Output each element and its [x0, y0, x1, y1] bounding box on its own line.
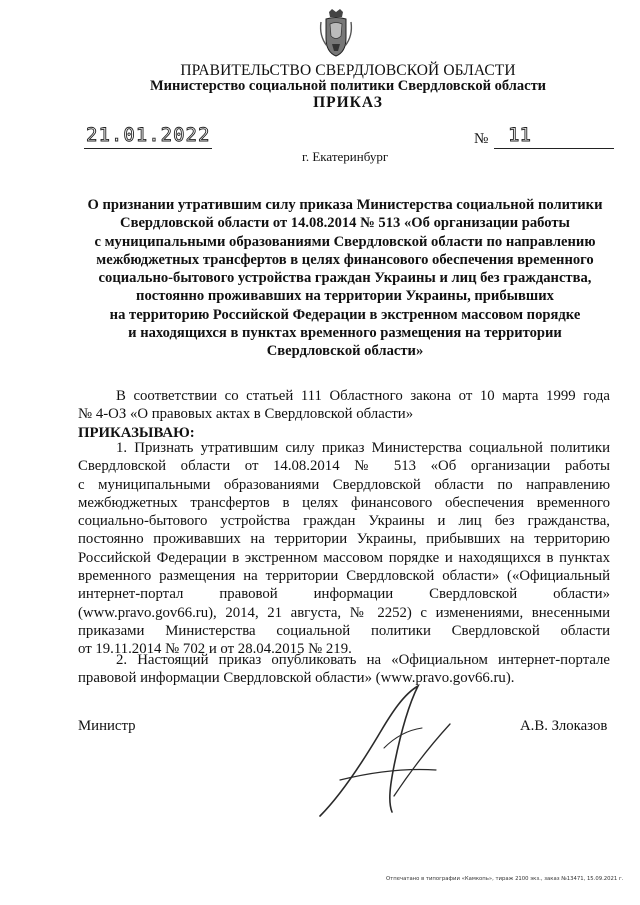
- clause-line: с муниципальными образованиями Свердловской области по направлению: [78, 476, 610, 493]
- clause-line: 1. Признать утратившим силу приказ Министерства социальной политики: [116, 440, 610, 456]
- clause-line: интернет-портал правовой информации Свердловской области»: [78, 586, 610, 603]
- title-line: и находящихся в пунктах временного размещения на территории: [128, 325, 562, 342]
- ministry-name: Министерство социальной политики Свердловской области: [149, 78, 547, 94]
- signer-name: А.В. Злоказов: [520, 718, 608, 734]
- clause-line: постоянно проживавших на территории Украины, прибывших на территорию: [78, 531, 610, 548]
- document-type: ПРИКАЗ: [313, 94, 383, 111]
- clause-line: межбюджетных трансфертов в целях финансового обеспечения временного: [78, 494, 610, 511]
- clause-line: приказами Министерства социальной политики Свердловской области: [78, 622, 610, 639]
- order-date-handwritten: 21.01.2022: [86, 124, 211, 146]
- preamble-paragraph: [78, 387, 610, 442]
- title-line: О признании утратившим силу приказа Министерства социальной политики: [87, 197, 603, 213]
- clause-line: (www.pravo.gov66.ru), 2014, 21 августа, № 2252) с изменениями, внесенными: [78, 604, 610, 621]
- clause-1-paragraph: [78, 439, 610, 659]
- clause-line: от 19.11.2014 № 702 и от 28.04.2015 № 219.: [78, 641, 352, 658]
- title-line: Свердловской области от 14.08.2014 № 513 «Об организации работы: [120, 215, 570, 232]
- government-title: ПРАВИТЕЛЬСТВО СВЕРДЛОВСКОЙ ОБЛАСТИ: [180, 62, 516, 79]
- clause-line: социально-бытового устройства граждан Украины и лиц без гражданства,: [78, 513, 610, 530]
- title-line: постоянно проживавших на территории Украины, прибывших: [136, 288, 554, 305]
- title-line: межбюджетных трансфертов в целях финансового обеспечения временного: [96, 251, 594, 268]
- order-title: [40, 196, 640, 361]
- clause-line: 2. Настоящий приказ опубликовать на «Официальном интернет-портале: [116, 652, 610, 668]
- order-number-handwritten: 11: [508, 124, 531, 146]
- clause-line: Российской Федерации в экстренном массовом порядке и находящихся в пунктах: [78, 549, 610, 566]
- preamble-line: № 4-ОЗ «О правовых актах в Свердловской области»: [78, 406, 414, 423]
- coat-of-arms-emblem: [318, 8, 354, 58]
- clause-line: правовой информации Свердловской области» (www.pravo.gov66.ru).: [78, 670, 515, 687]
- title-line: социально-бытового устройства граждан Украины и лиц без гражданства,: [98, 270, 592, 287]
- number-sign: №: [474, 131, 489, 147]
- signer-position: Министр: [78, 718, 136, 734]
- clause-line: Свердловской области от 14.08.2014 № 513 «Об организации работы: [78, 458, 610, 475]
- handwritten-signature: [300, 676, 480, 826]
- number-underline: [494, 148, 614, 149]
- print-imprint: Отпечатано в типографии «Камкопь», тираж 2100 экз., заказ №13471, 15.09.2021 г.: [386, 876, 624, 882]
- date-underline: [84, 148, 212, 149]
- order-heading: ПРИКАЗЫВАЮ:: [78, 424, 195, 441]
- city-label: г. Екатеринбург: [302, 149, 389, 164]
- title-line: Свердловской области»: [266, 343, 424, 360]
- title-line: на территорию Российской Федерации в экстренном массовом порядке: [109, 306, 581, 323]
- title-line: с муниципальными образованиями Свердловской области по направлению: [94, 233, 596, 250]
- preamble-line: В соответствии со статьей 111 Областного закона от 10 марта 1999 года: [116, 388, 610, 404]
- clause-line: временного размещения на территории Свердловской области» («Официальный: [78, 568, 610, 585]
